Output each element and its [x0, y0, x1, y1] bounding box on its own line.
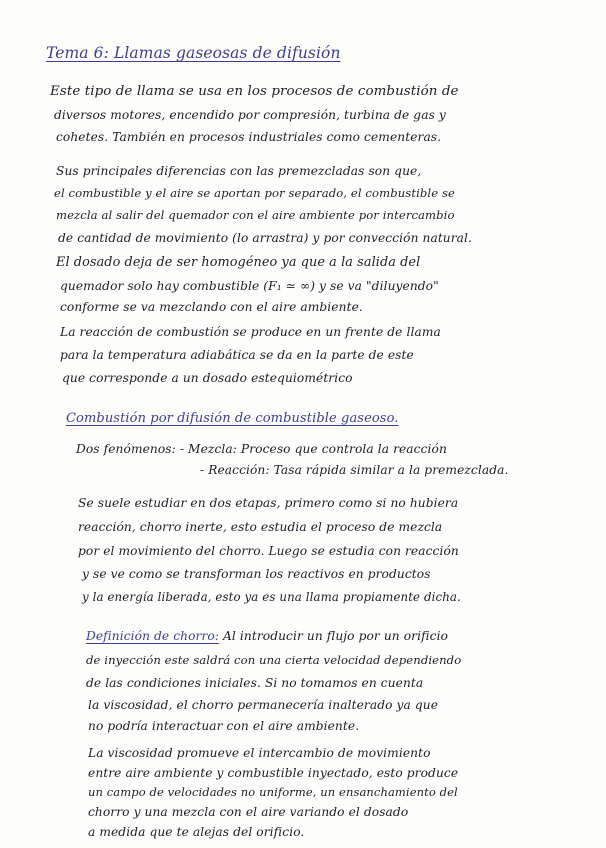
section-heading: Combustión por difusión de combustible gaseoso.	[66, 411, 399, 426]
text-line: cohetes. También en procesos industriales como cementeras.	[56, 130, 442, 144]
text-line: no podría interactuar con el aire ambiente.	[88, 719, 360, 733]
text-line: Al introducir un flujo por un orificio	[223, 629, 449, 643]
text-line: quemador solo hay combustible (F₁ ≃ ∞) y se va "diluyendo"	[60, 279, 439, 293]
definition-first-line	[86, 628, 448, 644]
text-line: que corresponde a un dosado estequiométrico	[62, 371, 353, 385]
text-line: El dosado deja de ser homogéneo ya que a la salida del	[56, 255, 421, 270]
text-line: y la energía liberada, esto ya es una llama propiamente dicha.	[82, 590, 461, 604]
definition-label: Definición de chorro:	[86, 629, 220, 643]
text-line: reacción, chorro inerte, esto estudia el proceso de mezcla	[78, 520, 443, 534]
text-line: Este tipo de llama se usa en los procesos de combustión de	[50, 84, 459, 99]
text-line: Dos fenómenos: - Mezcla: Proceso que controla la reacción	[76, 442, 447, 456]
text-line: chorro y una mezcla con el aire variando el dosado	[88, 805, 409, 819]
text-line: de inyección este saldrá con una cierta velocidad dependiendo	[86, 653, 462, 667]
text-line: mezcla al salir del quemador con el aire ambiente por intercambio	[56, 208, 455, 222]
text-line: por el movimiento del chorro. Luego se estudia con reacción	[78, 544, 459, 558]
text-line: Sus principales diferencias con las premezcladas son que,	[56, 164, 422, 178]
text-line: un campo de velocidades no uniforme, un ensanchamiento del	[88, 785, 458, 799]
text-line: la viscosidad, el chorro permanecería inalterado ya que	[88, 698, 439, 712]
text-line: diversos motores, encendido por compresión, turbina de gas y	[54, 108, 446, 122]
text-line: conforme se va mezclando con el aire ambiente.	[60, 300, 363, 314]
text-line: - Reacción: Tasa rápida similar a la premezclada.	[200, 463, 509, 477]
text-line: de las condiciones iniciales. Si no tomamos en cuenta	[86, 676, 424, 690]
text-line: La reacción de combustión se produce en un frente de llama	[60, 325, 441, 339]
text-line: para la temperatura adiabática se da en la parte de este	[60, 348, 414, 362]
text-line: entre aire ambiente y combustible inyectado, esto produce	[88, 766, 459, 780]
text-line: y se ve como se transforman los reactivos en productos	[82, 567, 431, 581]
text-line: de cantidad de movimiento (lo arrastra) y por convección natural.	[58, 231, 473, 245]
text-line: el combustible y el aire se aportan por separado, el combustible se	[54, 186, 455, 200]
text-line: La viscosidad promueve el intercambio de movimiento	[88, 746, 431, 760]
text-line: a medida que te alejas del orificio.	[88, 825, 305, 839]
text-line: Se suele estudiar en dos etapas, primero como si no hubiera	[78, 496, 459, 510]
page-title: Tema 6: Llamas gaseosas de difusión	[46, 44, 341, 62]
